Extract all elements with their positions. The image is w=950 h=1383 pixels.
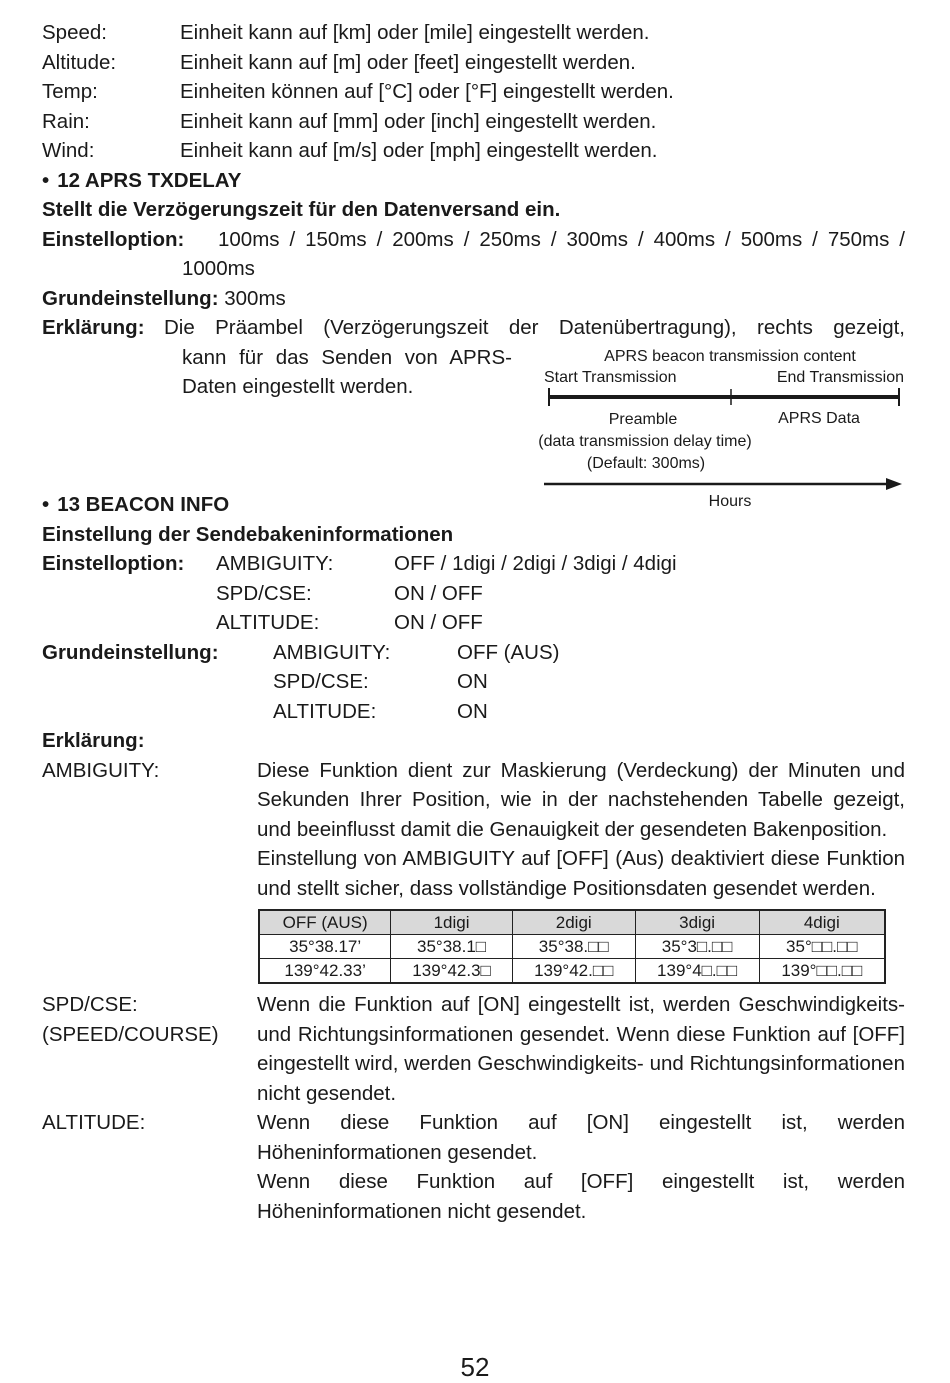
beacon-explanations <box>42 756 905 1227</box>
explanation-text: Daten eingestellt werden. <box>182 375 414 398</box>
diagram-svg <box>528 343 906 513</box>
default-value: 300ms <box>224 286 286 310</box>
explanation-label: Erklärung: <box>42 729 145 752</box>
unit-row-speed <box>42 18 905 48</box>
altitude-description <box>257 1108 905 1226</box>
default-name: SPD/CSE: <box>273 670 369 693</box>
table-header: OFF (AUS) <box>259 910 391 935</box>
ambiguity-table <box>258 909 886 984</box>
table-cell: 139°42.□□ <box>512 959 635 984</box>
spd-label-line: SPD/CSE: <box>42 993 138 1016</box>
page-number: 52 <box>460 1352 490 1382</box>
table-cell: 35°□□.□□ <box>759 935 885 959</box>
option-label: Einstelloption: <box>42 227 185 251</box>
unit-text: Einheiten können auf [°C] oder [°F] eingestellt werden. <box>180 80 674 103</box>
time-axis-label: Hours <box>708 493 752 510</box>
default-name: AMBIGUITY: <box>273 640 391 664</box>
unit-label: Temp: <box>42 80 98 103</box>
default-name: ALTITUDE: <box>273 699 377 723</box>
table-row <box>259 935 885 959</box>
unit-text: Einheit kann auf [km] oder [mile] eingestellt werden. <box>180 21 650 44</box>
option-label: Einstelloption: <box>42 552 185 575</box>
table-cell: 35°38.17’ <box>259 935 391 959</box>
default-label: Grundeinstellung: <box>42 640 219 664</box>
table-header-row <box>259 910 885 935</box>
txdelay-explanation <box>42 313 905 343</box>
table-header: 1digi <box>391 910 513 935</box>
unit-text: Einheit kann auf [m/s] oder [mph] eingestellt werden. <box>180 139 658 162</box>
unit-row-rain <box>42 107 905 137</box>
preamble-label: Preamble <box>608 411 678 428</box>
aprs-transmission-diagram <box>528 343 906 513</box>
explanation-text: kann für das Senden von APRS- <box>182 345 512 369</box>
page-content <box>42 18 905 1226</box>
table-header: 2digi <box>512 910 635 935</box>
table-cell: 35°3□.□□ <box>635 935 759 959</box>
preamble-default: (Default: 300ms) <box>586 455 706 472</box>
ambiguity-paragraph: Einstellung von AMBIGUITY auf [OFF] (Aus) deaktiviert diese Funktion und stellt sicher, dass vollständige Positionsdaten gesendet werden. <box>257 847 905 900</box>
default-label: Grundeinstellung: <box>42 286 219 310</box>
txdelay-options <box>42 225 905 255</box>
ambiguity-label: AMBIGUITY: <box>42 758 160 782</box>
beacon-defaults <box>42 638 905 727</box>
table-cell: 139°□□.□□ <box>759 959 885 984</box>
table-row <box>259 959 885 984</box>
table-cell: 35°38.□□ <box>512 935 635 959</box>
ambiguity-paragraph: Diese Funktion dient zur Maskierung (Verdeckung) der Minuten und Sekunden Ihrer Position, wie in der nachstehenden Tabelle gezeigt, und beeinflusst damit die Genauigkeit der gesendeten Bakenposition. <box>257 758 905 841</box>
unit-text: Einheit kann auf [m] oder [feet] eingestellt werden. <box>180 50 636 74</box>
altitude-label: ALTITUDE: <box>42 1111 146 1134</box>
preamble-sublabel: (data transmission delay time) <box>538 433 752 450</box>
option-name: SPD/CSE: <box>216 581 312 605</box>
unit-text: Einheit kann auf [mm] oder [inch] eingestellt werden. <box>180 109 657 133</box>
default-value: ON <box>457 670 488 693</box>
unit-row-altitude <box>42 48 905 78</box>
unit-label: Wind: <box>42 139 95 162</box>
option-name: AMBIGUITY: <box>216 552 334 575</box>
txdelay-default <box>42 284 905 314</box>
beacon-options <box>42 549 905 638</box>
table-cell: 35°38.1□ <box>391 935 513 959</box>
start-transmission-label: Start Transmission <box>544 369 677 386</box>
altitude-paragraph: Wenn diese Funktion auf [OFF] eingestellt ist, werden Höheninformationen nicht gesendet. <box>257 1170 905 1223</box>
unit-row-temp <box>42 77 905 107</box>
spd-label-line: (SPEED/COURSE) <box>42 1022 219 1046</box>
option-value: ON / OFF <box>394 611 483 634</box>
default-value: OFF (AUS) <box>457 640 560 664</box>
table-cell: 139°42.3□ <box>391 959 513 984</box>
option-values: 100ms / 150ms / 200ms / 250ms / 300ms / 400ms / 500ms / 750ms / <box>218 227 905 251</box>
option-value: ON / OFF <box>394 581 483 605</box>
unit-row-wind <box>42 136 905 166</box>
option-value: OFF / 1digi / 2digi / 3digi / 4digi <box>394 552 677 575</box>
option-name: ALTITUDE: <box>216 611 320 634</box>
ambiguity-description <box>257 756 905 991</box>
end-transmission-label: End Transmission <box>776 369 904 386</box>
section-subheading-beacon: Einstellung der Sendebakeninformationen <box>42 522 454 546</box>
spd-description: Wenn die Funktion auf [ON] eingestellt ist, werden Geschwindigkeits- und Richtungsinformationen gesendet. Wenn diese Funktion auf [OFF] eingestellt wird, werden Geschwindigkeits- und Richtungsinformationen nicht gesendet. <box>257 993 905 1105</box>
explanation-label: Erklärung: <box>42 316 145 339</box>
option-values-cont: 1000ms <box>182 257 255 280</box>
table-header: 4digi <box>759 910 885 935</box>
altitude-paragraph: Wenn diese Funktion auf [ON] eingestellt ist, werden Höheninformationen gesendet. <box>257 1111 905 1164</box>
table-header: 3digi <box>635 910 759 935</box>
aprs-data-label: APRS Data <box>778 410 860 427</box>
section-subheading-txdelay: Stellt die Verzögerungszeit für den Datenversand ein. <box>42 198 561 221</box>
unit-label: Speed: <box>42 21 107 44</box>
unit-label: Altitude: <box>42 50 117 74</box>
table-cell: 139°42.33’ <box>259 959 391 984</box>
section-heading-txdelay: • 12 APRS TXDELAY <box>42 166 905 196</box>
explanation-text: Die Präambel (Verzögerungszeit der Datenübertragung), rechts gezeigt, <box>164 316 905 339</box>
unit-label: Rain: <box>42 109 90 133</box>
section-heading-beacon: • 13 BEACON INFO <box>42 490 905 520</box>
table-cell: 139°4□.□□ <box>635 959 759 984</box>
units-list <box>42 18 905 166</box>
diagram-title: APRS beacon transmission content <box>604 348 856 365</box>
default-value: ON <box>457 699 488 723</box>
spd-label <box>42 990 257 1108</box>
arrow-right-icon <box>886 478 902 490</box>
